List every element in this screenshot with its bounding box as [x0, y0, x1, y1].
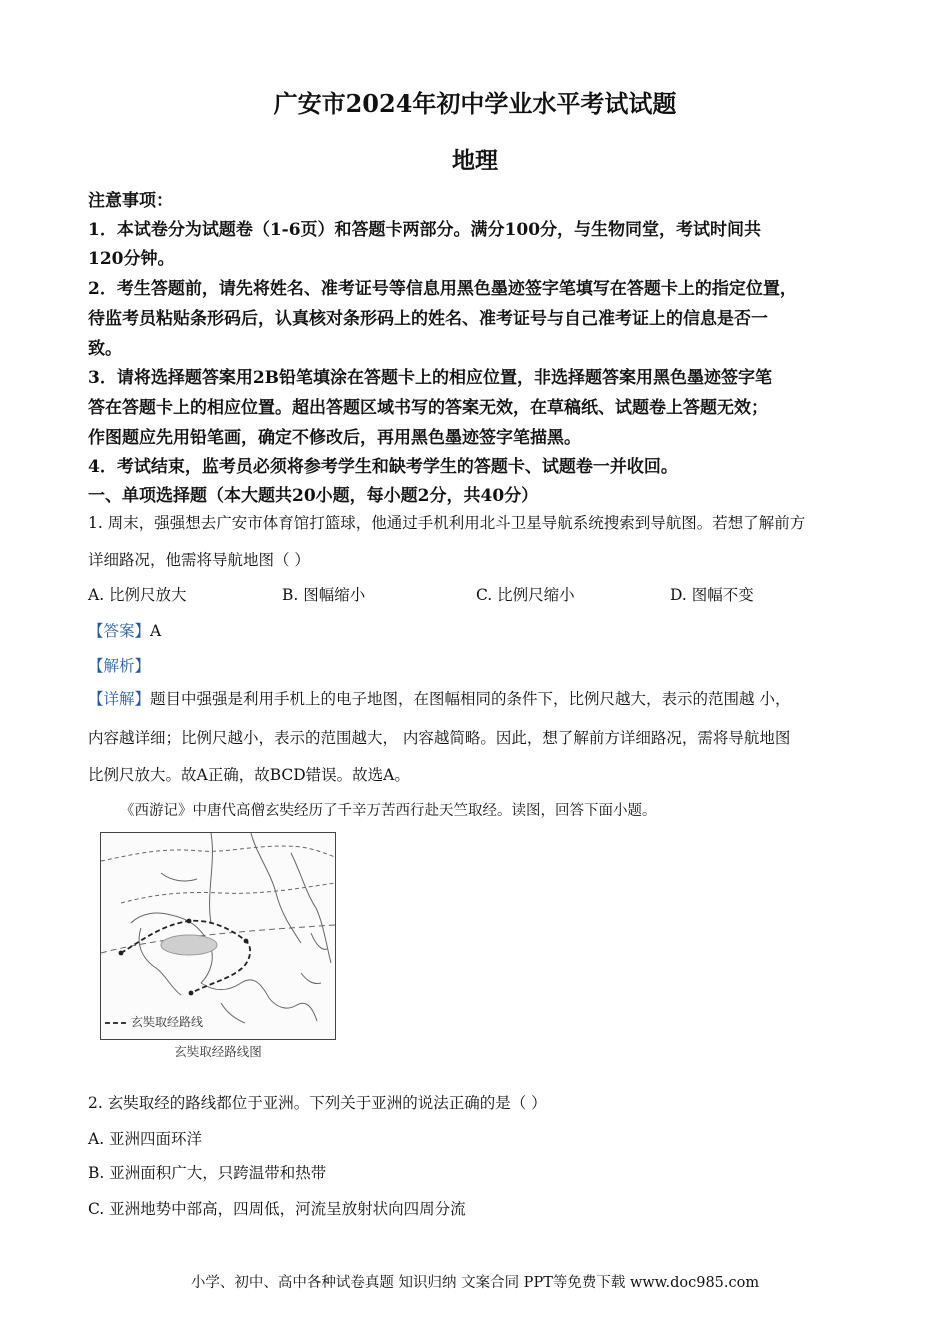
- question-1-stem: 详细路况，他需将导航地图（ ）: [88, 551, 310, 569]
- option-b: B. 图幅缩小: [282, 586, 366, 604]
- detail-line: [88, 687, 790, 709]
- notice-line: 4．考试结束，监考员必须将参考学生和缺考学生的答题卡、试题卷一并收回。: [88, 457, 678, 477]
- option-a: A. 比例尺放大: [88, 586, 187, 604]
- option-c: C. 比例尺缩小: [476, 586, 575, 604]
- option-a: A. 亚洲四面环洋: [88, 1130, 203, 1148]
- notice-line: 作图题应先用铅笔画，确定不修改后，再用黑色墨迹签字笔描黑。: [88, 428, 581, 448]
- option-b: B. 亚洲面积广大，只跨温带和热带: [88, 1164, 327, 1182]
- question-2-stem: 2. 玄奘取经的路线都位于亚洲。下列关于亚洲的说法正确的是（ ）: [88, 1094, 547, 1112]
- detail-text: 题目中强强是利用手机上的电子地图，在图幅相同的条件下，比例尺越大，表示的范围越 小，: [150, 690, 791, 708]
- notice-line: 1．本试卷分为试题卷（1-6页）和答题卡两部分。满分100分，与生物同堂，考试时间共: [88, 220, 762, 240]
- page-footer: 小学、初中、高中各种试卷真题 知识归纳 文案合同 PPT等免费下载 www.doc985.com: [190, 1275, 760, 1291]
- subject-title: 地理: [452, 147, 498, 174]
- route-map: [100, 832, 336, 1040]
- notice-heading: 注意事项：: [88, 191, 173, 211]
- basin-shape: [161, 935, 217, 955]
- detail-line: 内容越详细；比例尺越小，表示的范围越大， 内容越简略。因此，想了解前方详细路况，需将导航地图: [88, 729, 791, 747]
- analysis-tag: 【解析】: [88, 657, 151, 675]
- notice-line: 致。: [88, 339, 122, 359]
- notice-line: 3．请将选择题答案用2B铅笔填涂在答题卡上的相应位置，非选择题答案用黑色墨迹签字笔: [88, 368, 773, 388]
- question-1-stem: 1. 周末，强强想去广安市体育馆打篮球，他通过手机利用北斗卫星导航系统搜索到导航图。若想了解前方: [88, 514, 806, 532]
- notice-line: 2．考生答题前，请先将姓名、准考证号等信息用黑色墨迹签字笔填写在答题卡上的指定位置，: [88, 279, 797, 299]
- detail-tag: 【详解】: [88, 690, 151, 708]
- answer-tag: 【答案】: [88, 622, 151, 640]
- map-legend-label: 玄奘取经路线: [131, 1015, 204, 1029]
- section-heading: 一、单项选择题（本大题共20小题，每小题2分，共40分）: [88, 486, 539, 506]
- notice-line: 答在答题卡上的相应位置。超出答题区域书写的答案无效，在草稿纸、试题卷上答题无效；: [88, 398, 768, 418]
- map-caption: 玄奘取经路线图: [174, 1044, 262, 1059]
- option-c: C. 亚洲地势中部高，四周低，河流呈放射状向四周分流: [88, 1200, 466, 1218]
- notice-line: 120分钟。: [88, 249, 175, 269]
- detail-line: 比例尺放大。故A正确，故BCD错误。故选A。: [88, 766, 410, 784]
- notice-line: 待监考员粘贴条形码后，认真核对条形码上的姓名、准考证号与自己准考证上的信息是否一: [88, 309, 768, 329]
- option-d: D. 图幅不变: [670, 586, 754, 604]
- passage-text: 《西游记》中唐代高僧玄奘经历了千辛万苦西行赴天竺取经。读图，回答下面小题。: [120, 803, 657, 819]
- answer-line: [88, 619, 161, 641]
- answer-value: A: [150, 622, 162, 640]
- asia-map-figure: [101, 833, 335, 1039]
- exam-title: 广安市2024年初中学业水平考试试题: [273, 89, 677, 118]
